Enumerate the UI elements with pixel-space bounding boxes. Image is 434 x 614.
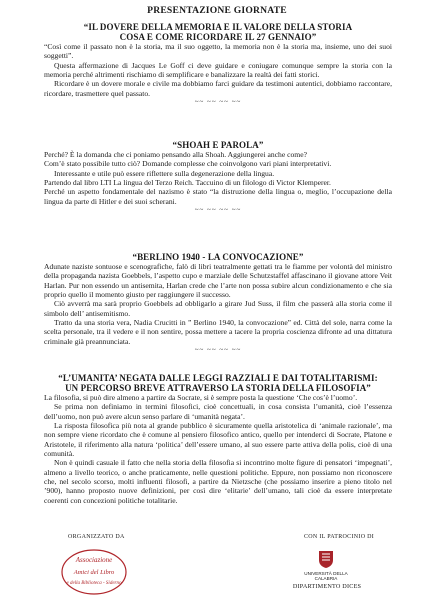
page-title: PRESENTAZIONE GIORNATE xyxy=(147,5,287,16)
paragraph: “Così come il passato non è la storia, ma il suo oggetto, la memoria non è la storia ma, insieme, uno dei suoi soggetti”. xyxy=(44,42,392,61)
section-title-line1: “IL DOVERE DELLA MEMORIA E IL VALORE DELLA STORIA xyxy=(83,22,353,32)
section-berlino xyxy=(44,252,392,354)
paragraph: La filosofia, si può dire almeno a partire da Socrate, si è sempre posta la questione ‘Che cos’è l’uomo’. xyxy=(44,393,358,402)
section-memoria xyxy=(44,22,392,106)
section-title: “SHOAH E PAROLA” xyxy=(172,140,264,150)
section-title-line1: “L’UMANITA’ NEGATA DALLE LEGGI RAZZIALI E DAI TOTALITARISMI: xyxy=(58,373,378,383)
paragraph: Perché? È la domanda che ci poniamo pensando alla Shoah. Aggiungerei anche come? xyxy=(44,150,307,159)
university-crest-icon xyxy=(317,549,335,569)
paragraph: Ricordare è un dovere morale e civile ma dobbiamo farci guidare da testimoni autentici, dobbiamo raccontare, ricordare, trasmettere quel passato. xyxy=(44,79,392,98)
logo-text-mid: Amici del Libro xyxy=(73,569,115,576)
paragraph: Com’è stato possibile tutto ciò? Domande complesse che coinvolgono vari piani interpretativi. xyxy=(44,159,332,169)
paragraph: Interessante e utile può essere riflettere sulla degenerazione della lingua. xyxy=(54,168,275,178)
separator: ~~ ~~ ~~ ~~ xyxy=(194,346,242,355)
paragraph: Perché un aspetto fondamentale del nazismo è stato “la distruzione della lingua o, meglio, l’occupazione della lingua da parte di Hitler e dei suoi scherani. xyxy=(44,187,392,206)
paragraph: Tratto da una storia vera, Nadia Crucitti in ” Berlino 1940, la convocazione” ed. Città del sole, narra come la scelta personale, tra il vedere e il non sentire, possa mettere a tacere la propria coscienza difronte ad una dittatura criminale già preannunciata. xyxy=(44,318,392,346)
patron-label: CON IL PATROCINIO DI xyxy=(304,534,375,540)
department-label: DIPARTIMENTO DICES xyxy=(292,583,362,590)
paragraph: Non è quindi casuale il fatto che nella storia della filosofia si incontrino molte figure di pensatori ‘impegnati’, almeno a livello teorico, o anche praticamente, nelle questioni politiche. Eppure, non possiamo non riconoscere che, nel secolo scorso, molti influenti filosofi, a partire da Nietzsche (che possiamo inserire a pieno titolo nel ’900), hanno proposto nuove definizioni, per così dire ‘elitarie’ dell’umano, tali cioè da essere interpretate coerenti con concezioni politiche totalitarie. xyxy=(44,458,392,505)
separator: ~~ ~~ ~~ ~~ xyxy=(194,206,242,215)
university-line2: CALABRIA xyxy=(314,576,338,581)
paragraph: Partendo dal libro LTI La lingua del Terzo Reich. Taccuino di un filologo di Victor Klemperer. xyxy=(44,178,331,188)
paragraph: Questa affermazione di Jacques Le Goff ci deve guidare e coniugare comunque sempre la storia con la memoria perché altrimenti rischiamo di semplificare e banalizzare la realtà dei fatti storici. xyxy=(44,60,392,80)
section-title-line2: UN PERCORSO BREVE ATTRAVERSO LA STORIA DELLA FILOSOFIA” xyxy=(65,383,371,393)
section-shoah xyxy=(44,140,392,214)
section-title: “BERLINO 1940 - LA CONVOCAZIONE” xyxy=(132,252,304,262)
section-title-line2: COSA E COME RICORDARE IL 27 GENNAIO” xyxy=(119,32,317,42)
paragraph: Ciò avverrà ma sarà proprio Goebbels ad obbligarlo a girare Jud Suss, il film che passerà alla storia come il simbolo dell’ antisemitismo. xyxy=(44,299,392,318)
paragraph: Adunate naziste sontuose e scenografiche, falò di libri teatralmente gettati tra le fiamme per volontà del ministro della propaganda nazista Goebbels, l’aspetto cupo e marziale delle Schutzstaffel affascinano il giovane attore Veit Harlan. Pur non essendo un antisemita, Harlan crede che l’arte non possa subire alcun condizionamento e che sia proprio quello il momento giusto per raggiungere il successo. xyxy=(44,262,392,300)
logo-text-bottom: e della Biblioteca - Siderno xyxy=(66,581,122,586)
university-name xyxy=(293,571,359,581)
logo-text-top: Associazione xyxy=(75,556,113,564)
paragraph: Se prima non definiamo in termini filosofici, cioè concettuali, in cosa consista l’umanità, cioè l’essenza dell’uomo, non può avere alcun senso parlare di ‘umanità negata’. xyxy=(44,402,392,421)
association-logo xyxy=(60,548,128,596)
organizer-label: ORGANIZZATO DA xyxy=(68,534,125,540)
paragraph: La risposta filosofica più nota al grande pubblico è sicuramente quella aristotelica di ‘animale razionale’, ma non sempre viene ricordato che è comune al pensiero filosofico antico, quello per intenderci di Socrate, Platone e Aristotele, il riferimento alla natura ‘politica’ dell’essere umano, al suo essere parte attiva della polis, cioè di una comunità. xyxy=(44,421,392,459)
separator: ~~ ~~ ~~ ~~ xyxy=(194,98,242,107)
university-line1: UNIVERSITÀ DELLA xyxy=(304,571,348,576)
section-filosofia xyxy=(44,373,392,505)
